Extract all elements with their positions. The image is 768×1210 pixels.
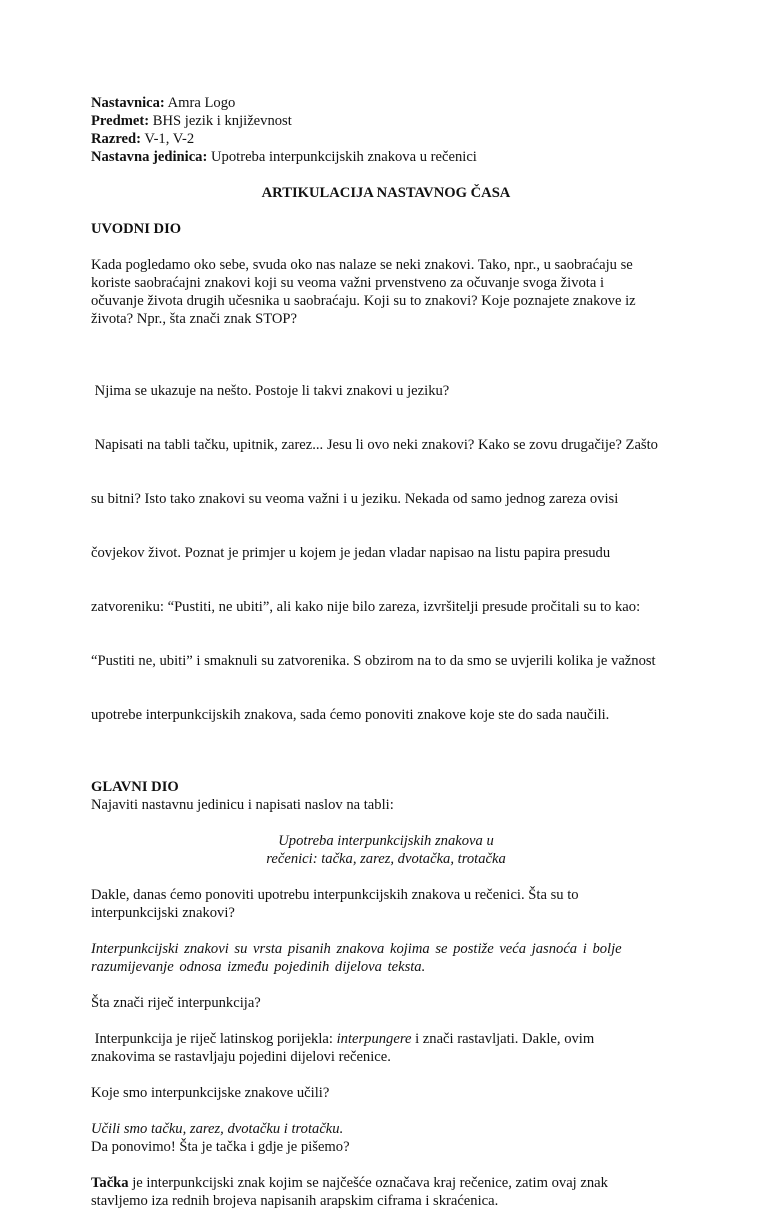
class-line — [91, 130, 681, 148]
teacher-value: Amra Logo — [167, 95, 236, 111]
intro-heading: UVODNI DIO — [91, 221, 182, 237]
term-tacka: Tačka — [91, 1175, 129, 1191]
unit-value: Upotreba interpunkcijskih znakova u rečenici — [211, 149, 477, 165]
board-title-line: rečenici: tačka, zarez, dvotačka, trotačka — [266, 851, 506, 867]
subject-line — [91, 112, 681, 130]
text-line: Dakle, danas ćemo ponoviti upotrebu interpunkcijskih znakova u rečenici. Šta su to — [91, 887, 579, 903]
text-line: Kada pogledamo oko sebe, svuda oko nas nalaze se neki znakovi. Tako, npr., u saobraćaju se — [91, 257, 633, 273]
text-line: Njima se ukazuje na nešto. Postoje li takvi znakovi u jeziku? — [91, 383, 450, 399]
text-line: razumijevanje odnosa između pojedinih dijelova teksta. — [91, 959, 426, 975]
teacher-line — [91, 94, 681, 112]
intro-paragraph-2 — [91, 346, 681, 760]
text-line: znakovima se rastavljaju pojedini dijelovi rečenice. — [91, 1049, 391, 1065]
text-line: Interpunkcijski znakovi su vrsta pisanih znakova kojima se postiže veća jasnoća i bolje — [91, 941, 622, 957]
answer-line: Učili smo tačku, zarez, dvotačku i trotačku. — [91, 1121, 344, 1137]
subject-label: Predmet: — [91, 113, 150, 129]
answer-paragraph — [91, 1030, 681, 1066]
main-heading: GLAVNI DIO — [91, 779, 179, 795]
document-content — [91, 94, 681, 1210]
text-line: koriste saobraćajni znakovi koji su veoma važni prvenstveno za očuvanje svoga života i — [91, 275, 605, 291]
definition-paragraph — [91, 940, 681, 976]
answer-text: i znači rastavljati. Dakle, ovim — [411, 1031, 595, 1047]
question-line: Koje smo interpunkcijske znakove učili? — [91, 1085, 330, 1101]
text-line — [91, 1174, 681, 1192]
text-line: Napisati na tabli tačku, upitnik, zarez... Jesu li ovo neki znakovi? Kako se zovu drugačije? Zašto — [91, 437, 658, 453]
question-line: Šta znači riječ interpunkcija? — [91, 995, 261, 1011]
text-line: zatvoreniku: “Pustiti, ne ubiti”, ali kako nije bilo zareza, izvršitelji presude pročitali su to kao: — [91, 599, 641, 615]
unit-line — [91, 148, 681, 166]
intro-paragraph-1 — [91, 256, 681, 328]
text-line: stavljemo iza rednih brojeva napisanih arapskim ciframa i skraćenica. — [91, 1193, 499, 1209]
board-title — [91, 832, 681, 868]
text-line: upotrebe interpunkcijskih znakova, sada ćemo ponoviti znakove koje ste do sada naučili. — [91, 707, 610, 723]
answer-block — [91, 1120, 681, 1156]
announce-line: Najaviti nastavnu jedinicu i napisati naslov na tabli: — [91, 797, 394, 813]
document-title: ARTIKULACIJA NASTAVNOG ČASA — [261, 185, 511, 201]
text-line: “Pustiti ne, ubiti” i smaknuli su zatvorenika. S obzirom na to da smo se uvjerili kolika je važnost — [91, 653, 656, 669]
class-label: Razred: — [91, 131, 141, 147]
latin-word: interpungere — [336, 1031, 412, 1047]
tacka-paragraph — [91, 1174, 681, 1210]
text-line: su bitni? Isto tako znakovi su veoma važni i u jeziku. Nekada od samo jednog zareza ovisi — [91, 491, 619, 507]
text-line: života? Npr., šta znači znak STOP? — [91, 311, 298, 327]
text-line — [91, 1030, 681, 1048]
text-line: očuvanje života drugih učesnika u saobraćaju. Koji su to znakovi? Koje poznajete znakove iz — [91, 293, 636, 309]
question-line: Da ponovimo! Šta je tačka i gdje je pišemo? — [91, 1139, 350, 1155]
answer-text: Interpunkcija je riječ latinskog porijekla: — [91, 1031, 337, 1047]
text-line: čovjekov život. Poznat je primjer u kojem je jedan vladar napisao na listu papira presudu — [91, 545, 611, 561]
unit-label: Nastavna jedinica: — [91, 149, 208, 165]
teacher-label: Nastavnica: — [91, 95, 165, 111]
class-value: V-1, V-2 — [144, 131, 195, 147]
definition-text: je interpunkcijski znak kojim se najčešće označava kraj rečenice, zatim ovaj znak — [128, 1175, 608, 1191]
board-title-line: Upotreba interpunkcijskih znakova u — [278, 833, 494, 849]
main-paragraph-1 — [91, 886, 681, 922]
subject-value: BHS jezik i književnost — [152, 113, 292, 129]
text-line: interpunkcijski znakovi? — [91, 905, 235, 921]
